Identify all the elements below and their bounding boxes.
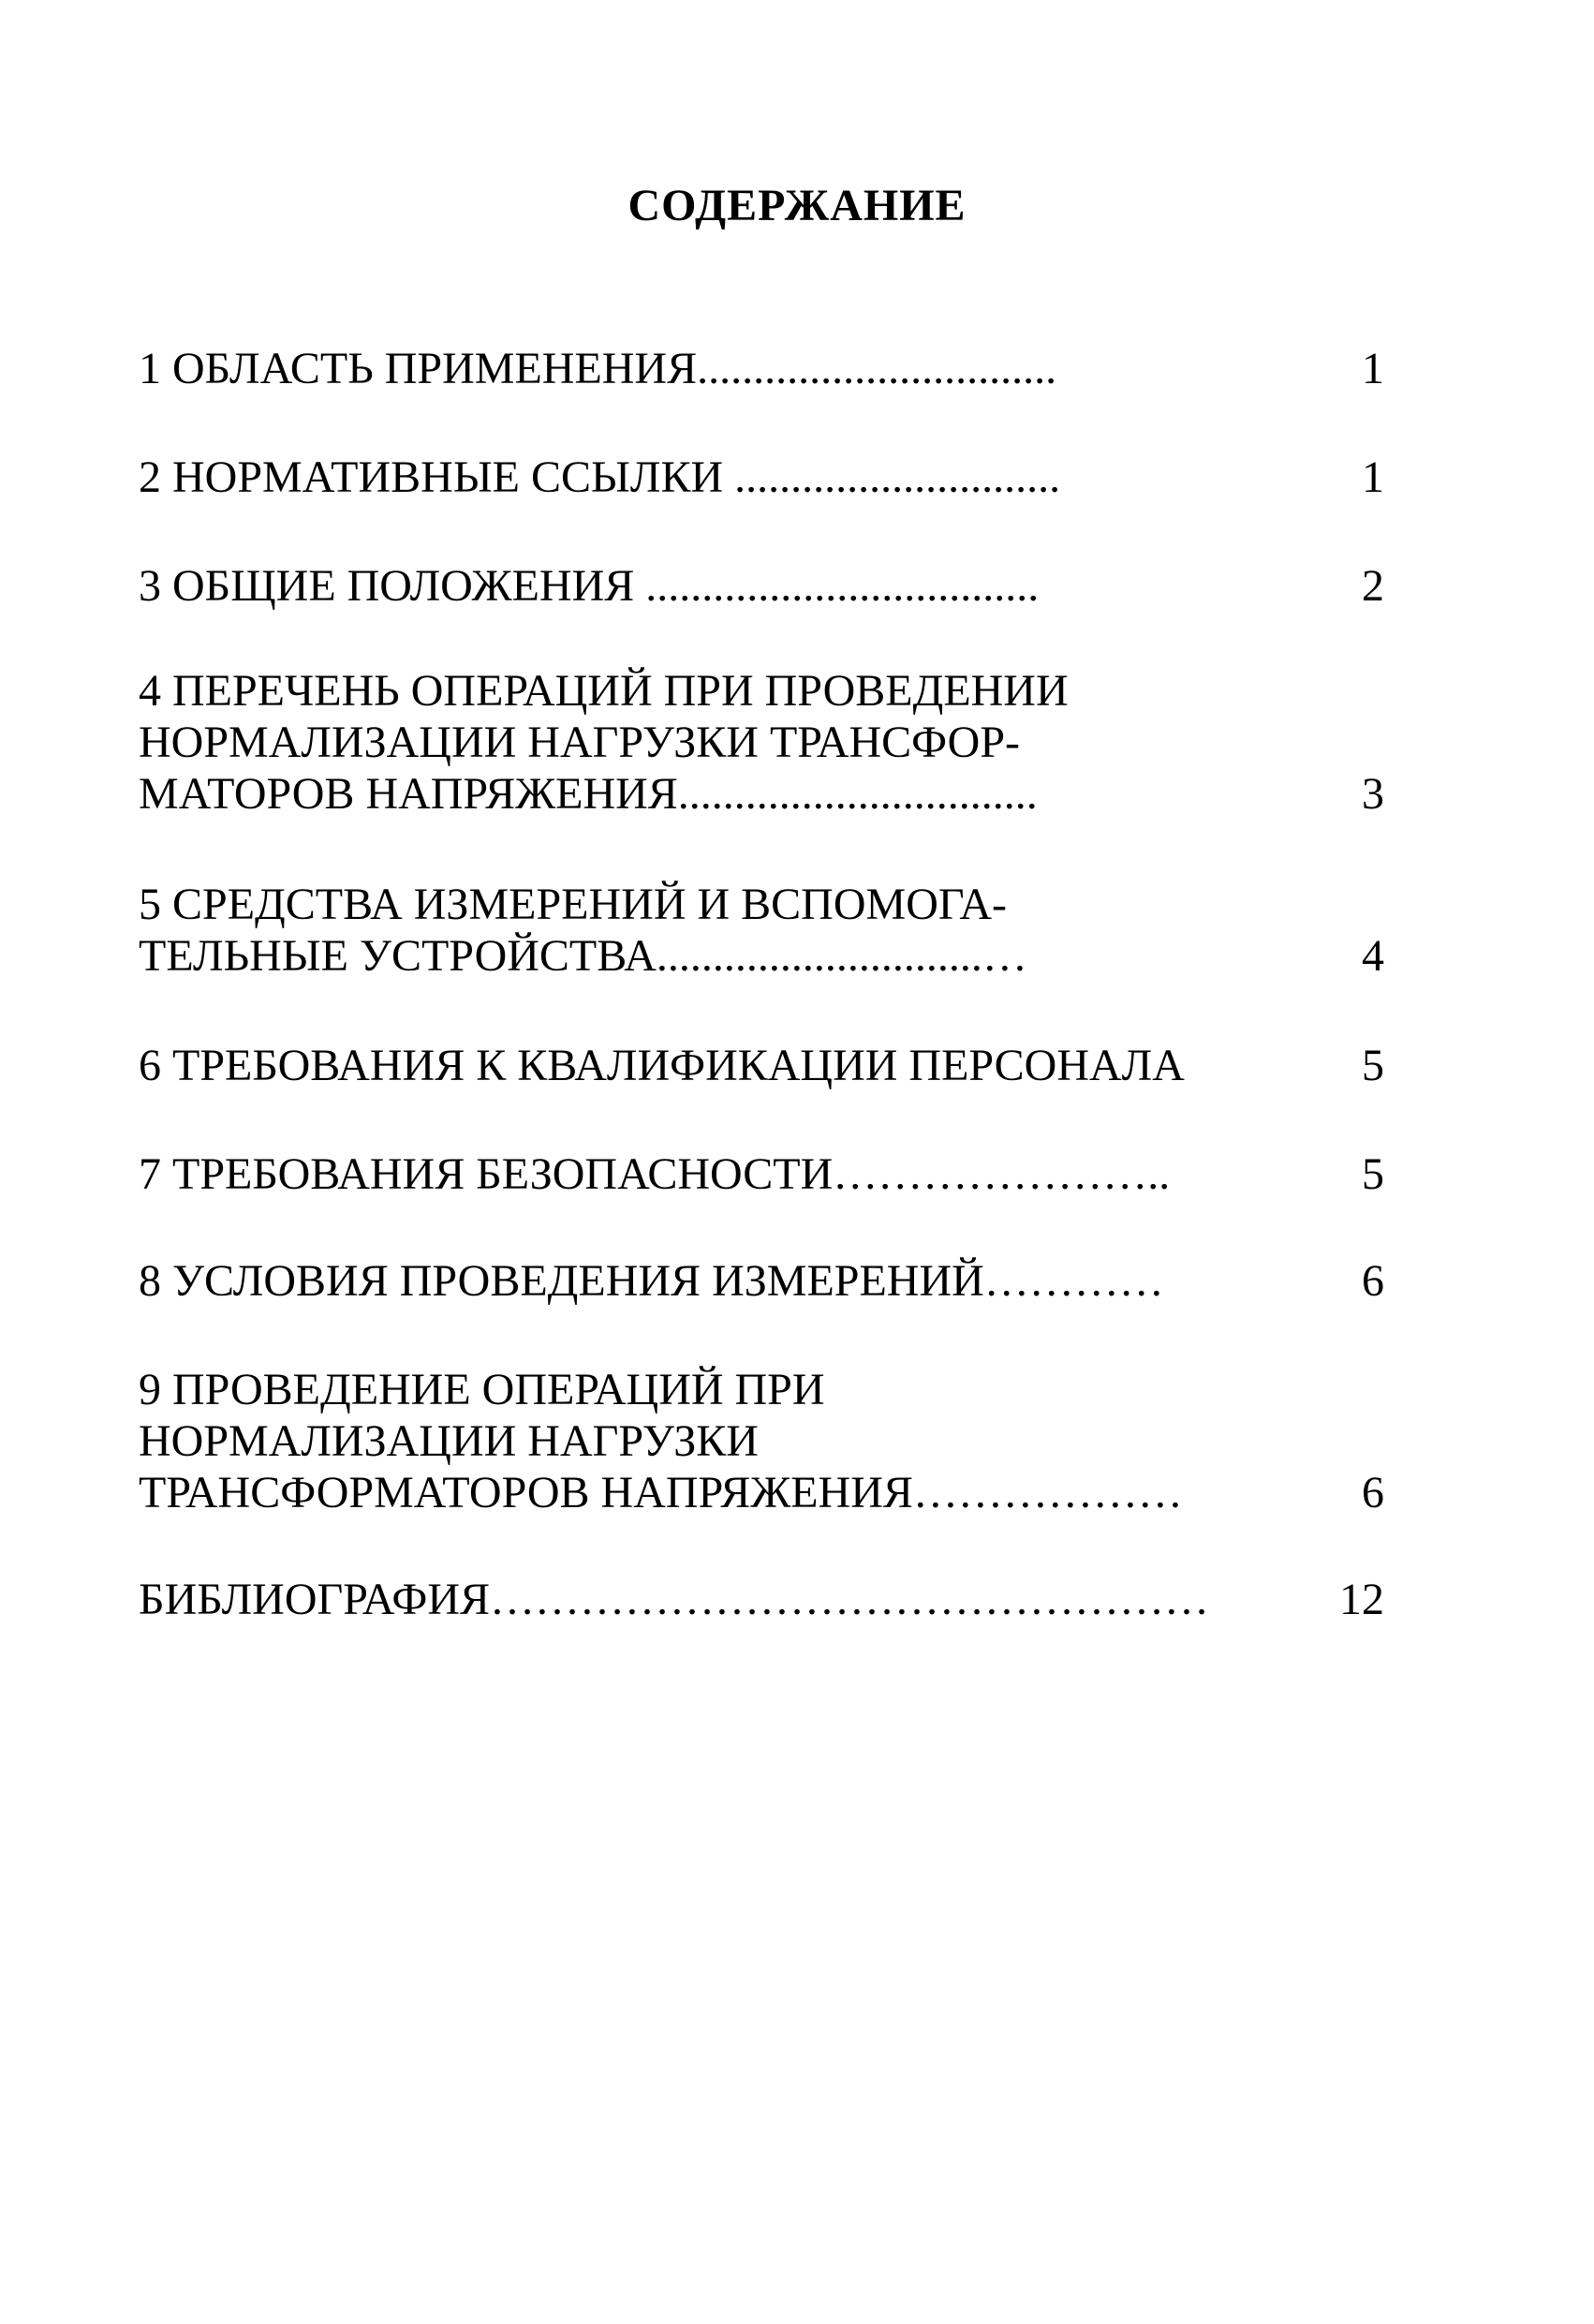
- toc-entry-9[interactable]: [139, 1364, 1384, 1518]
- toc-page-number: 1: [1362, 452, 1384, 502]
- toc-entry-text: МАТОРОВ НАПРЯЖЕНИЯ................................: [139, 769, 1038, 819]
- toc-page-number: 1: [1362, 344, 1384, 393]
- toc-entry-4[interactable]: [139, 665, 1384, 820]
- toc-entry-text: 5 СРЕДСТВА ИЗМЕРЕНИЙ И ВСПОМОГА-: [139, 880, 1008, 929]
- toc-entry-text: НОРМАЛИЗАЦИИ НАГРУЗКИ ТРАНСФОР-: [139, 718, 1021, 767]
- toc-page-number: 6: [1362, 1256, 1384, 1306]
- toc-entry-text: 8 УСЛОВИЯ ПРОВЕДЕНИЯ ИЗМЕРЕНИЙ…………: [139, 1256, 1164, 1306]
- toc-page-number: 2: [1362, 561, 1384, 611]
- toc-entry-1[interactable]: [139, 343, 1384, 394]
- toc-page-number: 5: [1362, 1149, 1384, 1199]
- toc-entry-text: ТРАНСФОРМАТОРОВ НАПРЯЖЕНИЯ………………: [139, 1468, 1183, 1517]
- toc-entry-2[interactable]: [139, 451, 1384, 503]
- toc-page-number: 4: [1362, 931, 1384, 981]
- toc-page-number: 12: [1339, 1575, 1384, 1624]
- toc-entry-text: 2 НОРМАТИВНЫЕ ССЫЛКИ .............................: [139, 452, 1061, 502]
- toc-entry-text: 6 ТРЕБОВАНИЯ К КВАЛИФИКАЦИИ ПЕРСОНАЛА: [139, 1041, 1185, 1090]
- toc-entry-3[interactable]: [139, 560, 1384, 612]
- toc-entry-text: 1 ОБЛАСТЬ ПРИМЕНЕНИЯ................................: [139, 344, 1057, 393]
- toc-entry-7[interactable]: [139, 1148, 1384, 1200]
- toc-entry-text: НОРМАЛИЗАЦИИ НАГРУЗКИ: [139, 1416, 759, 1466]
- toc-entry-6[interactable]: [139, 1040, 1384, 1091]
- toc-entry-8[interactable]: [139, 1255, 1384, 1307]
- page-title: СОДЕРЖАНИЕ: [627, 181, 967, 230]
- toc-page-number: 5: [1362, 1041, 1384, 1090]
- toc-entry-5[interactable]: [139, 879, 1384, 982]
- toc-entry-text: 4 ПЕРЕЧЕНЬ ОПЕРАЦИЙ ПРИ ПРОВЕДЕНИИ: [139, 666, 1069, 716]
- toc-entry-text: БИБЛИОГРАФИЯ…………………………………………: [139, 1575, 1210, 1624]
- toc-page-number: 6: [1362, 1468, 1384, 1517]
- toc-entry-text: ТЕЛЬНЫЕ УСТРОЙСТВА.............................…: [139, 931, 1027, 981]
- toc-entry-text: 3 ОБЩИЕ ПОЛОЖЕНИЯ ...................................: [139, 561, 1040, 611]
- toc-entry-text: 7 ТРЕБОВАНИЯ БЕЗОПАСНОСТИ…………………..: [139, 1149, 1171, 1199]
- toc-page-number: 3: [1362, 769, 1384, 819]
- toc-entry-bibliography[interactable]: [139, 1574, 1384, 1625]
- toc-entry-text: 9 ПРОВЕДЕНИЕ ОПЕРАЦИЙ ПРИ: [139, 1365, 825, 1414]
